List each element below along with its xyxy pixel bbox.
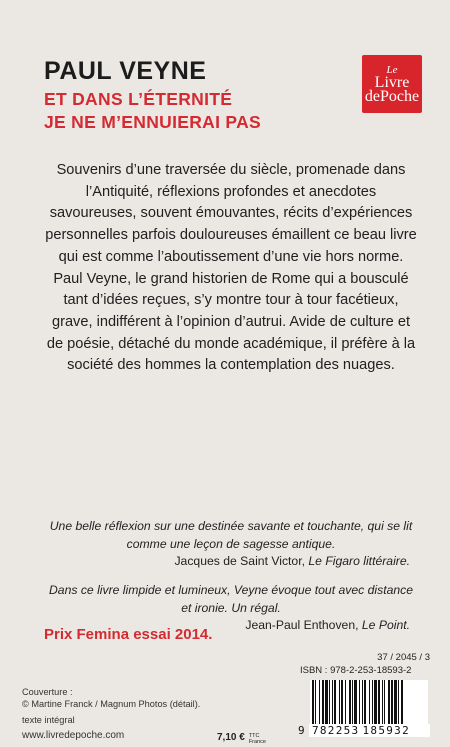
barcode-info xyxy=(300,652,430,676)
barcode-bars xyxy=(310,680,428,724)
blurb-text: Souvenirs d’une traversée du siècle, promenade dans l’Antiquité, réflexions profondes et anecdotes savoureuses, souvent émouvantes, récits d’expériences personnelles parfois douloureuses émaillent ce beau livre qui est comme l’aboutissement d’une vie hors norme. Paul Veyne, le grand historien de Rome qui a bousculé tant d’idées reçues, s’y montre tour à tour facétieux, grave, indifférent à l’opinion d’autrui. Avide de culture et de poésie, détaché du monde académique, il préfère à la société des hommes la contemplation des nuages. xyxy=(45,162,417,374)
barcode-bar xyxy=(341,680,343,724)
title-line-2: JE NE M’ENNUIERAI PAS xyxy=(44,112,261,132)
isbn-number: ISBN : 978-2-253-18593-2 xyxy=(300,665,412,676)
barcode-bar xyxy=(332,680,333,724)
credits-line-2: © Martine Franck / Magnum Photos (détail). xyxy=(22,699,201,709)
barcode-bar xyxy=(364,680,366,724)
barcode-bar xyxy=(312,680,314,724)
review-quote-1-publication: Le Figaro littéraire. xyxy=(308,554,410,569)
catalog-code: 37 / 2045 / 3 xyxy=(377,652,430,663)
barcode-bar xyxy=(382,680,383,724)
price-ttc-label: TTC xyxy=(248,733,260,739)
barcode-bar xyxy=(359,680,360,724)
logo-depoche: dePoche xyxy=(364,87,420,105)
barcode-bar xyxy=(349,680,351,724)
barcode-digit-group-1: 782253 xyxy=(311,724,360,737)
barcode-bar xyxy=(394,680,397,724)
title-line-1: ET DANS L’ÉTERNITÉ xyxy=(44,89,233,109)
barcode-bar xyxy=(398,680,399,724)
price-ttc xyxy=(249,733,266,745)
barcode-bar xyxy=(319,680,320,724)
review-quote-1 xyxy=(44,518,418,571)
logo-le: Le xyxy=(386,63,398,76)
price-amount: 7,10 € xyxy=(217,732,245,743)
price-tag xyxy=(217,732,266,745)
barcode-bar xyxy=(329,680,330,724)
barcode-bar xyxy=(339,680,340,724)
barcode-digit-group-2: 185932 xyxy=(362,724,411,737)
publisher-logo xyxy=(362,55,422,113)
price-country: France xyxy=(248,739,266,745)
review-quote-1-text: Une belle réflexion sur une destinée savante et touchante, qui se lit comme une leçon de sagesse antique. xyxy=(49,519,413,551)
barcode-bar xyxy=(322,680,324,724)
barcode-bar xyxy=(325,680,328,724)
barcode-bar xyxy=(345,680,346,724)
barcode-bar xyxy=(401,680,403,724)
barcode-icon xyxy=(310,680,428,730)
logo-livre: Livre xyxy=(374,73,410,91)
barcode-bar xyxy=(352,680,353,724)
barcode-bar xyxy=(362,680,363,724)
review-quote-2-author: Jean-Paul Enthoven, xyxy=(245,618,359,633)
text-integral-label: texte intégral xyxy=(22,715,75,725)
review-quote-1-source xyxy=(44,553,418,571)
barcode-bar xyxy=(372,680,373,724)
barcode-bar xyxy=(374,680,377,724)
review-quote-1-author: Jacques de Saint Victor, xyxy=(174,554,305,569)
barcode-bar xyxy=(384,680,385,724)
barcode-bar xyxy=(334,680,336,724)
barcode-bar xyxy=(369,680,370,724)
barcode-bar xyxy=(378,680,380,724)
barcode-bar xyxy=(315,680,316,724)
author-name: PAUL VEYNE xyxy=(44,57,207,85)
book-blurb xyxy=(44,160,418,377)
barcode-digits xyxy=(298,724,430,737)
review-quote-2-text: Dans ce livre limpide et lumineux, Veyne évoque tout avec distance et ironie. Un régal. xyxy=(48,583,414,615)
review-quote-2-publication: Le Point. xyxy=(361,618,410,633)
publisher-url: www.livredepoche.com xyxy=(22,730,125,741)
barcode-digit-first: 9 xyxy=(298,724,309,737)
prize-mention: Prix Femina essai 2014. xyxy=(44,626,213,643)
credits-line-1: Couverture : xyxy=(22,687,73,697)
book-title xyxy=(44,88,261,134)
barcode-bar xyxy=(354,680,357,724)
cover-credits xyxy=(22,686,200,742)
barcode-bar xyxy=(388,680,390,724)
barcode-bar xyxy=(391,680,393,724)
